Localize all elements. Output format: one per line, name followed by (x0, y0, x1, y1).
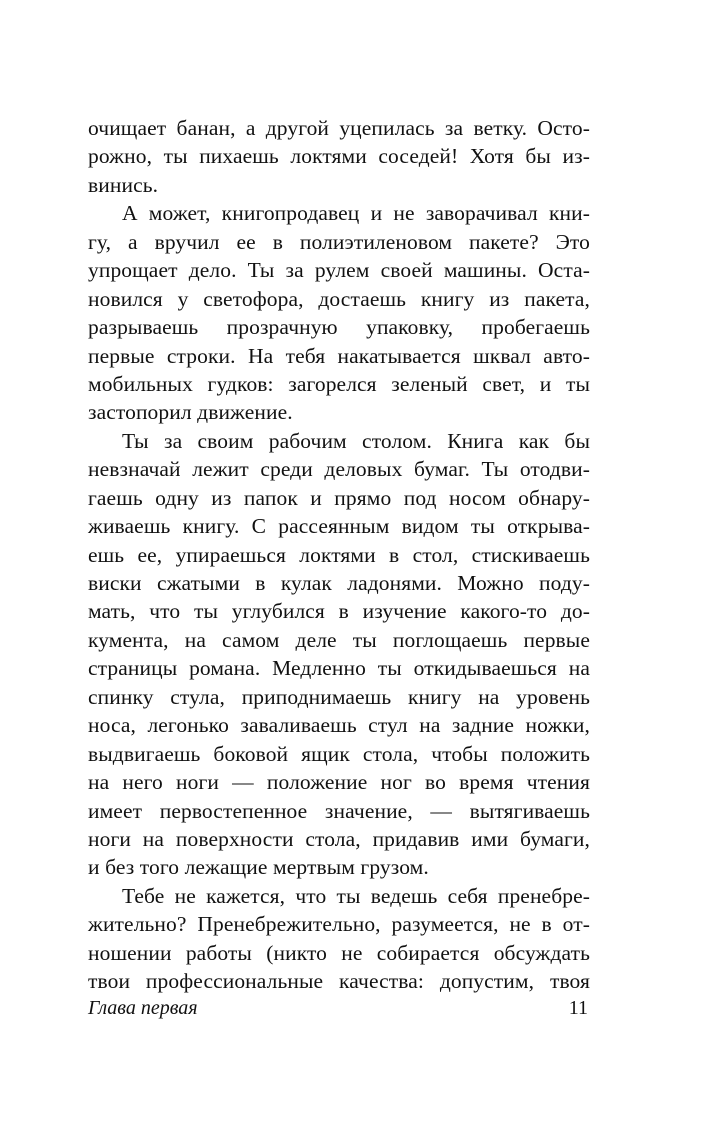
text-line: спинку стула, приподнимаешь книгу на уровень (88, 684, 590, 709)
text-line: твои профессиональные качества: допустим, твоя (88, 969, 590, 994)
page-number: 11 (568, 997, 588, 1019)
text-line: А может, книгопродавец и не заворачивал кни- (122, 201, 590, 226)
text-line: ношении работы (никто не собирается обсуждать (88, 940, 590, 965)
text-line: имеет первостепенное значение, — вытягиваешь (88, 798, 590, 823)
text-line: мобильных гудков: загорелся зеленый свет, и ты (88, 371, 590, 396)
text-line: на него ноги — положение ног во время чтения (88, 770, 590, 795)
body-text (88, 114, 590, 996)
text-line: кумента, на самом деле ты поглощаешь первые (88, 627, 590, 652)
text-line: Ты за своим рабочим столом. Книга как бы (122, 428, 590, 453)
text-line: ешь ее, упираешься локтями в стол, стискиваешь (88, 542, 590, 567)
text-line: первые строки. На тебя накатывается шквал авто- (88, 343, 590, 368)
text-line: страницы романа. Медленно ты откидываешься на (88, 656, 590, 681)
text-line: разрываешь прозрачную упаковку, пробегаешь (88, 315, 590, 340)
text-line: и без того лежащие мертвым грузом. (88, 855, 429, 880)
text-line: упрощает дело. Ты за рулем своей машины. Оста- (88, 258, 590, 283)
text-line: невзначай лежит среди деловых бумаг. Ты отодви- (88, 457, 590, 482)
text-line: очищает банан, а другой уцепилась за ветку. Осто- (88, 116, 590, 140)
text-line: виски сжатыми в кулак ладонями. Можно поду- (88, 571, 590, 595)
text-line: рожно, ты пихаешь локтями соседей! Хотя бы из- (88, 144, 590, 169)
text-line: Тебе не кажется, что ты ведешь себя пренебре- (122, 883, 590, 908)
text-line: живаешь книгу. С рассеянным видом ты открыва- (88, 514, 590, 539)
chapter-title: Глава первая (88, 997, 198, 1019)
text-line: гу, а вручил ее в полиэтиленовом пакете? Это (88, 229, 590, 254)
text-line: винись. (88, 172, 159, 197)
text-line: застопорил движение. (88, 400, 293, 425)
text-line: ноги на поверхности стола, придавив ими бумаги, (88, 826, 590, 851)
text-line: выдвигаешь боковой ящик стола, чтобы положить (88, 741, 590, 766)
text-line: гаешь одну из папок и прямо под носом обнару- (88, 485, 590, 510)
text-line: жительно? Пренебрежительно, разумеется, не в от- (88, 912, 590, 937)
text-line: носа, легонько заваливаешь стул на задние ножки, (88, 713, 590, 738)
text-line: мать, что ты углубился в изучение какого-то до- (88, 599, 590, 624)
text-line: новился у светофора, достаешь книгу из пакета, (88, 286, 590, 311)
page-footer (88, 993, 590, 1023)
